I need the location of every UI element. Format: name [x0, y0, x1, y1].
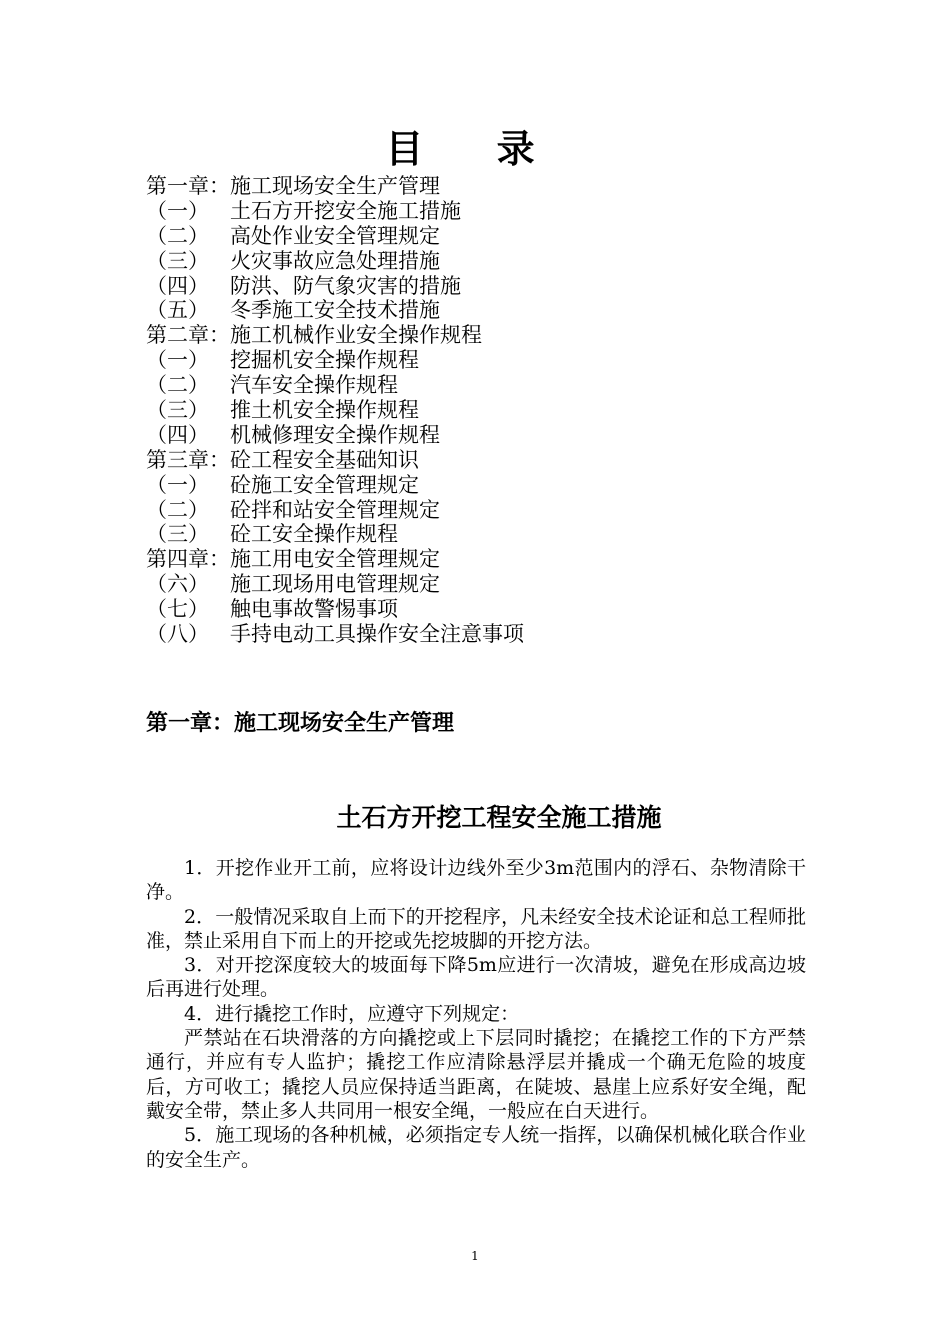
toc-item-entry [146, 224, 846, 249]
toc-item-entry [146, 199, 846, 224]
toc-item-text: 土石方开挖安全施工措施 [230, 198, 461, 223]
toc-item-number: （一） [146, 472, 209, 497]
toc-item-text: 推土机安全操作规程 [230, 398, 419, 423]
toc-item-number: （三） [146, 398, 209, 423]
toc-item-number: （一） [146, 198, 209, 223]
toc-item-entry [146, 572, 846, 597]
toc-item-entry [146, 274, 846, 299]
toc-item-number: （八） [146, 622, 209, 647]
toc-item-number: （二） [146, 373, 209, 398]
body-text [146, 856, 806, 1172]
toc-item-number: （六） [146, 572, 209, 597]
toc-item-text: 汽车安全操作规程 [230, 373, 398, 398]
body-paragraph: 1．开挖作业开工前，应将设计边线外至少3m范围内的浮石、杂物清除干净。 [146, 857, 806, 904]
toc-item-text: 挖掘机安全操作规程 [230, 348, 419, 373]
toc-item-entry [146, 473, 846, 498]
toc-item-entry [146, 373, 846, 398]
toc-item-text: 施工现场用电管理规定 [230, 572, 440, 597]
toc-item-number: （三） [146, 248, 209, 273]
toc-item-text: 机械修理安全操作规程 [230, 422, 440, 447]
toc-item-entry [146, 398, 846, 423]
toc-item-entry [146, 622, 846, 647]
table-of-contents [146, 174, 846, 647]
body-paragraph: 5．施工现场的各种机械，必须指定专人统一指挥，以确保机械化联合作业的安全生产。 [146, 1124, 806, 1171]
toc-item-number: （七） [146, 597, 209, 622]
toc-chapter-entry: 第三章：砼工程安全基础知识 [146, 447, 419, 472]
toc-chapter-entry: 第一章：施工现场安全生产管理 [146, 174, 440, 198]
body-paragraph: 3．对开挖深度较大的坡面每下降5m应进行一次清坡，避免在形成高边坡后再进行处理。 [146, 954, 806, 1001]
toc-item-number: （一） [146, 348, 209, 373]
toc-item-entry [146, 522, 846, 547]
toc-item-entry [146, 498, 846, 523]
toc-item-text: 砼拌和站安全管理规定 [230, 497, 440, 522]
toc-item-entry [146, 249, 846, 274]
body-paragraph: 严禁站在石块滑落的方向撬挖或上下层同时撬挖；在撬挖工作的下方严禁通行，并应有专人监护；撬挖工作应清除悬浮层并撬成一个确无危险的坡度后，方可收工；撬挖人员应保持适当距离，在陡坡、悬崖上应系好安全绳，配戴安全带，禁止多人共同用一根安全绳，一般应在白天进行。 [146, 1027, 806, 1122]
toc-item-number: （四） [146, 273, 209, 298]
toc-item-text: 砼工安全操作规程 [230, 522, 398, 547]
toc-item-text: 触电事故警惕事项 [230, 597, 398, 622]
toc-item-number: （五） [146, 298, 209, 323]
toc-item-text: 手持电动工具操作安全注意事项 [230, 622, 524, 647]
toc-title: 目 录 [385, 126, 565, 171]
toc-chapter-entry: 第四章：施工用电安全管理规定 [146, 547, 440, 572]
toc-item-text: 高处作业安全管理规定 [230, 223, 440, 248]
toc-item-text: 砼施工安全管理规定 [230, 472, 419, 497]
body-paragraph: 4．进行撬挖工作时，应遵守下列规定： [184, 1002, 520, 1025]
toc-item-entry [146, 423, 846, 448]
body-paragraph: 2．一般情况采取自上而下的开挖程序，凡未经安全技术论证和总工程师批准，禁止采用自下而上的开挖或先挖坡脚的开挖方法。 [146, 905, 806, 952]
toc-item-number: （二） [146, 497, 209, 522]
toc-item-text: 防洪、防气象灾害的措施 [230, 273, 461, 298]
toc-item-number: （四） [146, 422, 209, 447]
toc-item-entry [146, 597, 846, 622]
toc-item-number: （三） [146, 522, 209, 547]
toc-chapter-entry: 第二章：施工机械作业安全操作规程 [146, 323, 482, 348]
chapter-heading: 第一章：施工现场安全生产管理 [146, 710, 455, 736]
toc-item-entry [146, 348, 846, 373]
toc-item-entry [146, 298, 846, 323]
page-number: 1 [471, 1249, 479, 1263]
toc-item-text: 火灾事故应急处理措施 [230, 248, 440, 273]
section-title: 土石方开挖工程安全施工措施 [336, 803, 662, 832]
toc-item-text: 冬季施工安全技术措施 [230, 298, 440, 323]
toc-item-number: （二） [146, 223, 209, 248]
